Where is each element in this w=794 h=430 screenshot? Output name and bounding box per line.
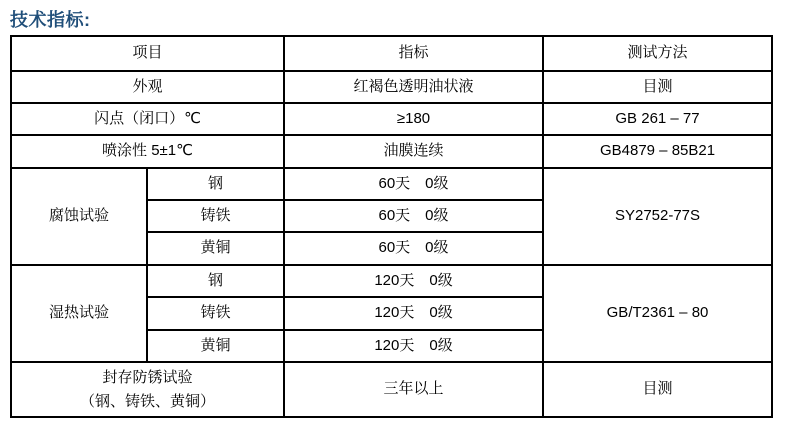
header-spec: 指标 bbox=[284, 36, 543, 71]
seal-rust-item-line2: （钢、铸铁、黄铜） bbox=[80, 392, 216, 410]
header-item: 项目 bbox=[11, 36, 284, 71]
flash-point-spec: ≥180 bbox=[284, 103, 543, 135]
damp-heat-value-cast-iron: 120天 0级 bbox=[284, 297, 543, 330]
seal-rust-method: 目测 bbox=[543, 362, 772, 417]
corrosion-value-brass: 60天 0级 bbox=[284, 232, 543, 265]
corrosion-group-label: 腐蚀试验 bbox=[11, 168, 147, 265]
page-title: 技术指标: bbox=[10, 10, 91, 30]
row-sprayability bbox=[11, 135, 772, 168]
damp-heat-value-steel: 120天 0级 bbox=[284, 265, 543, 297]
damp-heat-material-steel: 钢 bbox=[147, 265, 284, 297]
row-appearance bbox=[11, 71, 772, 103]
appearance-method: 目测 bbox=[543, 71, 772, 103]
corrosion-method: SY2752-77S bbox=[543, 168, 772, 265]
row-damp-heat-steel bbox=[11, 265, 772, 297]
damp-heat-method: GB/T2361 – 80 bbox=[543, 265, 772, 362]
corrosion-material-steel: 钢 bbox=[147, 168, 284, 200]
seal-rust-spec: 三年以上 bbox=[284, 362, 543, 417]
corrosion-material-brass: 黄铜 bbox=[147, 232, 284, 265]
appearance-spec: 红褐色透明油状液 bbox=[284, 71, 543, 103]
corrosion-value-cast-iron: 60天 0级 bbox=[284, 200, 543, 232]
appearance-item: 外观 bbox=[11, 71, 284, 103]
row-seal-rust bbox=[11, 362, 772, 417]
damp-heat-group-label: 湿热试验 bbox=[11, 265, 147, 362]
flash-point-item: 闪点（闭口）℃ bbox=[11, 103, 284, 135]
corrosion-material-cast-iron: 铸铁 bbox=[147, 200, 284, 232]
row-corrosion-steel bbox=[11, 168, 772, 200]
seal-rust-item-line1: 封存防锈试验 bbox=[102, 369, 193, 387]
header-method: 测试方法 bbox=[543, 36, 772, 71]
damp-heat-value-brass: 120天 0级 bbox=[284, 330, 543, 362]
sprayability-method: GB4879 – 85B21 bbox=[543, 135, 772, 168]
seal-rust-item bbox=[11, 362, 284, 417]
sprayability-item: 喷涂性 5±1℃ bbox=[11, 135, 284, 168]
damp-heat-material-cast-iron: 铸铁 bbox=[147, 297, 284, 330]
spec-table bbox=[10, 35, 773, 418]
flash-point-method: GB 261 – 77 bbox=[543, 103, 772, 135]
corrosion-value-steel: 60天 0级 bbox=[284, 168, 543, 200]
damp-heat-material-brass: 黄铜 bbox=[147, 330, 284, 362]
table-header-row bbox=[11, 36, 772, 71]
sprayability-spec: 油膜连续 bbox=[284, 135, 543, 168]
row-flash-point bbox=[11, 103, 772, 135]
